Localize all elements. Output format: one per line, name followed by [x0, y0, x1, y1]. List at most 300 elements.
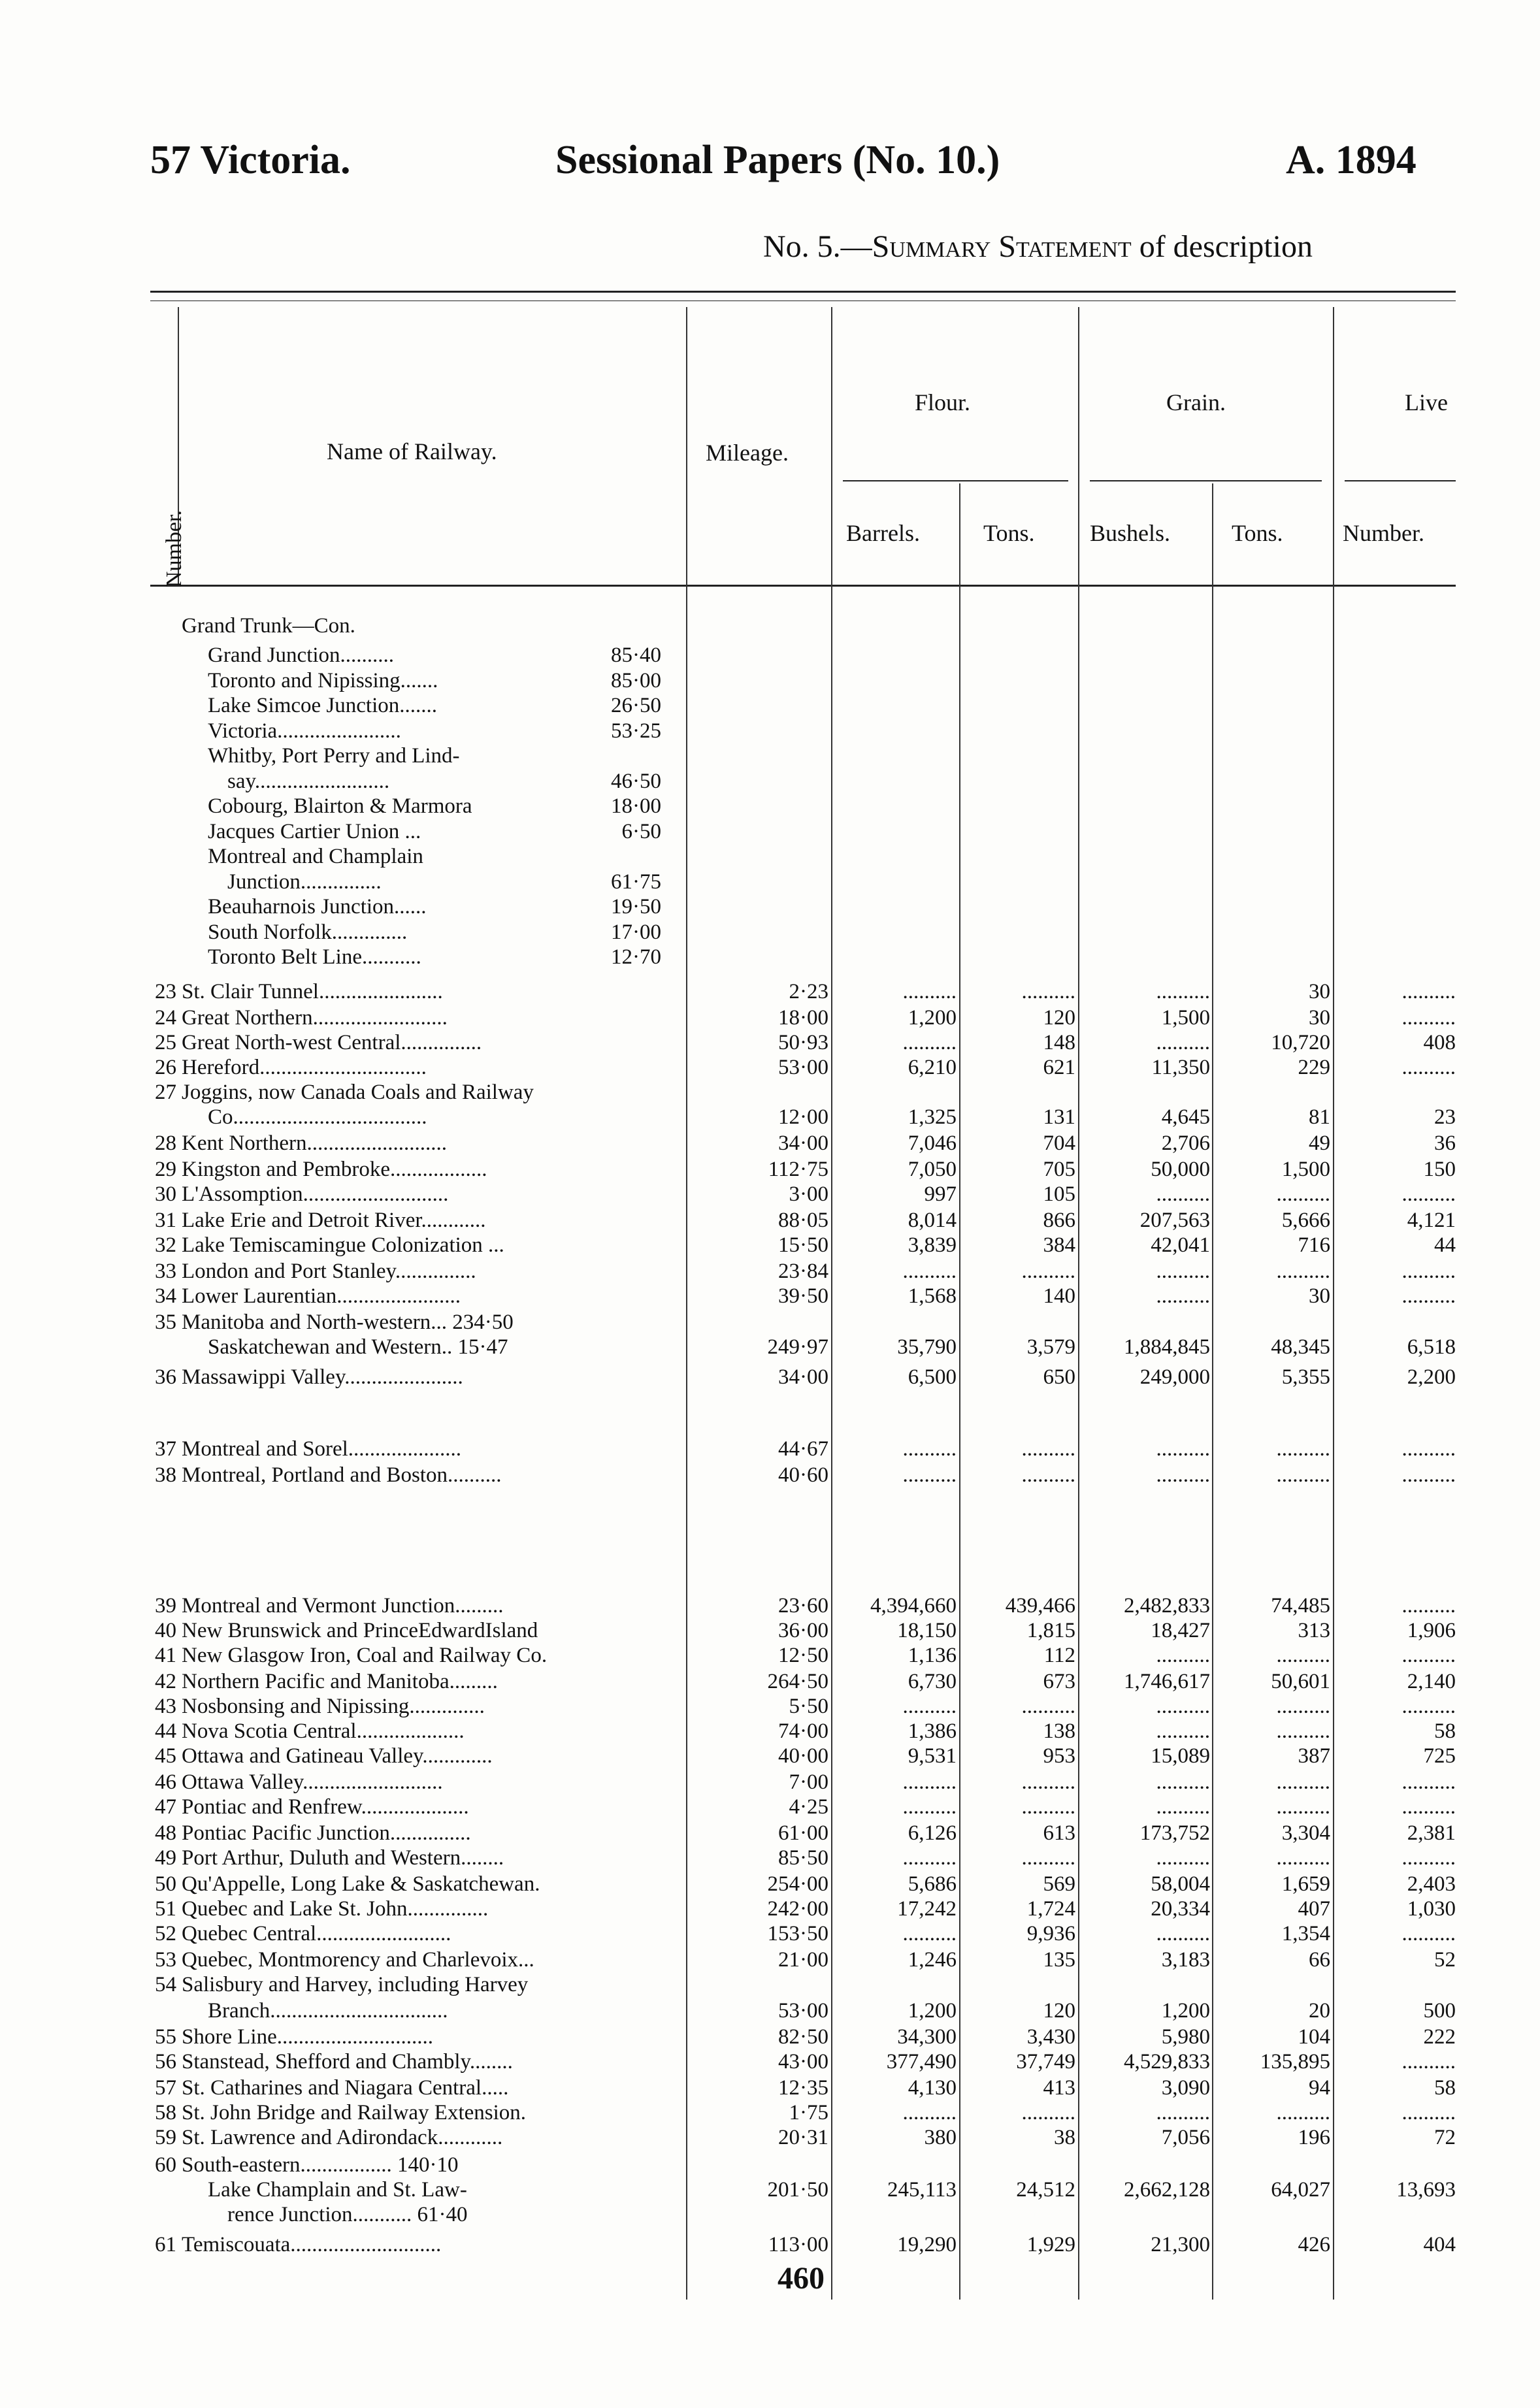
row-railway-name: St. Clair Tunnel....................... — [182, 980, 443, 1003]
grand-trunk-line-mileage: 85·00 — [611, 669, 661, 692]
row-railway-name: New Brunswick and PrinceEdwardIsland — [182, 1619, 538, 1642]
row-grain-tons: 64,027 — [1271, 2178, 1330, 2202]
grand-trunk-line-name: Jacques Cartier Union ... — [208, 820, 421, 843]
row-flour-tons: 37,749 — [1016, 2050, 1075, 2074]
row-live-number: .......... — [1401, 980, 1456, 1003]
grand-trunk-line-mileage: 26·50 — [611, 694, 661, 717]
row-grain-bushels: 5,980 — [1161, 2025, 1210, 2049]
row-railway-name: Stanstead, Shefford and Chambly........ — [182, 2050, 513, 2074]
header-left: 57 Victoria. — [150, 138, 351, 182]
row-mileage: 53·00 — [778, 1056, 828, 1079]
row-mileage: 44·67 — [778, 1437, 828, 1461]
row-flour-tons: 1,929 — [1026, 2233, 1075, 2256]
row-flour-barrels: 377,490 — [886, 2050, 957, 2074]
row-flour-barrels: 1,325 — [908, 1105, 957, 1129]
row-live-number: 150 — [1423, 1158, 1456, 1181]
row-grain-tons: 135,895 — [1260, 2050, 1330, 2074]
row-grain-bushels: 173,752 — [1139, 1821, 1210, 1845]
row-flour-tons: 650 — [1043, 1365, 1075, 1389]
row-mileage: 3·00 — [789, 1182, 828, 1206]
row-number: 59 — [155, 2126, 176, 2149]
grand-trunk-line-name: Victoria....................... — [208, 719, 401, 743]
row-live-number: .......... — [1401, 1846, 1456, 1870]
row-number: 23 — [155, 980, 176, 1003]
grand-trunk-line-mileage: 61·75 — [611, 870, 661, 894]
row-number: 46 — [155, 1770, 176, 1794]
row-grain-bushels: 18,427 — [1151, 1619, 1210, 1642]
row-grain-bushels: 1,500 — [1161, 1006, 1210, 1030]
row-flour-barrels: 6,500 — [908, 1365, 957, 1389]
row-railway-name: Pontiac Pacific Junction............... — [182, 1821, 471, 1845]
row-grain-tons: .......... — [1276, 1770, 1330, 1794]
row-grain-bushels: 4,529,833 — [1124, 2050, 1210, 2074]
row-live-number: .......... — [1401, 1284, 1456, 1308]
grand-trunk-line-name: South Norfolk.............. — [208, 920, 408, 944]
row-number: 61 — [155, 2233, 176, 2256]
row-mileage: 23·60 — [778, 1594, 828, 1618]
row-live-number: .......... — [1401, 1644, 1456, 1667]
row-railway-name: Manitoba and North-western... 234·50 — [182, 1310, 514, 1334]
row-flour-tons: 140 — [1043, 1284, 1075, 1308]
row-flour-barrels: 3,839 — [908, 1233, 957, 1257]
row-flour-tons: 953 — [1043, 1744, 1075, 1768]
row-grain-tons: 66 — [1309, 1948, 1330, 1972]
row-number: 60 — [155, 2153, 176, 2177]
row-flour-tons: 569 — [1043, 1872, 1075, 1896]
row-flour-barrels: .......... — [902, 1795, 957, 1819]
row-live-number: 2,381 — [1407, 1821, 1456, 1845]
row-live-number: 404 — [1423, 2233, 1456, 2256]
row-live-number: .......... — [1401, 1437, 1456, 1461]
row-flour-tons: .......... — [1021, 1795, 1075, 1819]
row-number: 58 — [155, 2101, 176, 2124]
row-grain-tons: .......... — [1276, 2101, 1330, 2124]
row-number: 52 — [155, 1922, 176, 1945]
row-number: 47 — [155, 1795, 176, 1819]
row-live-number: 222 — [1423, 2025, 1456, 2049]
row-flour-tons: 705 — [1043, 1158, 1075, 1181]
row-mileage: 12·00 — [778, 1105, 828, 1129]
row-grain-bushels: .......... — [1156, 1182, 1210, 1206]
row-flour-tons: .......... — [1021, 1846, 1075, 1870]
row-railway-name: Lake Champlain and St. Law- — [208, 2178, 467, 2202]
row-mileage: 112·75 — [768, 1158, 828, 1181]
row-grain-bushels: .......... — [1156, 1770, 1210, 1794]
live-subrule — [1345, 480, 1456, 481]
row-live-number: .......... — [1401, 1056, 1456, 1079]
row-mileage: 61·00 — [778, 1821, 828, 1845]
row-number: 38 — [155, 1463, 176, 1487]
row-number: 49 — [155, 1846, 176, 1870]
row-railway-name: St. Lawrence and Adirondack............ — [182, 2126, 503, 2149]
row-flour-barrels: 4,130 — [908, 2076, 957, 2100]
row-mileage: 23·84 — [778, 1260, 828, 1283]
row-flour-tons: .......... — [1021, 980, 1075, 1003]
row-railway-name: Ottawa and Gatineau Valley............. — [182, 1744, 493, 1768]
grand-trunk-line-mileage: 19·50 — [611, 895, 661, 919]
row-number: 29 — [155, 1158, 176, 1181]
row-flour-barrels: 1,246 — [908, 1948, 957, 1972]
row-number: 24 — [155, 1006, 176, 1030]
row-live-number: .......... — [1401, 1463, 1456, 1487]
row-grain-bushels: 58,004 — [1151, 1872, 1210, 1896]
row-live-number: 58 — [1434, 1719, 1456, 1743]
row-grain-bushels: .......... — [1156, 1846, 1210, 1870]
row-railway-name: Lower Laurentian....................... — [182, 1284, 461, 1308]
row-mileage: 2·23 — [789, 980, 828, 1003]
grand-trunk-line-mileage: 6·50 — [621, 820, 661, 843]
row-grain-tons: 716 — [1298, 1233, 1330, 1257]
row-mileage: 264·50 — [767, 1670, 828, 1693]
row-grain-bushels: 207,563 — [1139, 1209, 1210, 1232]
row-grain-bushels: 249,000 — [1139, 1365, 1210, 1389]
row-number: 31 — [155, 1209, 176, 1232]
row-grain-tons: 10,720 — [1271, 1031, 1330, 1054]
row-grain-bushels: 2,662,128 — [1124, 2178, 1210, 2202]
row-flour-tons: 866 — [1043, 1209, 1075, 1232]
row-mileage: 18·00 — [778, 1006, 828, 1030]
row-flour-barrels: .......... — [902, 1031, 957, 1054]
row-grain-tons: .......... — [1276, 1719, 1330, 1743]
row-flour-barrels: 35,790 — [897, 1335, 957, 1359]
row-railway-name: South-eastern................. 140·10 — [182, 2153, 459, 2177]
column-header-name: Name of Railway. — [327, 438, 497, 464]
row-live-number: .......... — [1401, 1770, 1456, 1794]
row-flour-barrels: .......... — [902, 1922, 957, 1945]
row-grain-tons: .......... — [1276, 1260, 1330, 1283]
grand-trunk-line-name: Junction............... — [227, 870, 382, 894]
row-number: 51 — [155, 1897, 176, 1921]
col-rule-flour — [1078, 307, 1079, 2300]
row-grain-bushels: 20,334 — [1151, 1897, 1210, 1921]
row-flour-tons: 1,815 — [1026, 1619, 1075, 1642]
row-grain-bushels: 21,300 — [1151, 2233, 1210, 2256]
row-grain-tons: 5,355 — [1281, 1365, 1330, 1389]
row-grain-tons: 3,304 — [1281, 1821, 1330, 1845]
table-top-rule — [150, 291, 1456, 293]
row-grain-bushels: .......... — [1156, 1031, 1210, 1054]
row-flour-barrels: .......... — [902, 1695, 957, 1718]
row-railway-name: Nova Scotia Central.................... — [182, 1719, 465, 1743]
row-flour-barrels: .......... — [902, 980, 957, 1003]
row-grain-tons: 104 — [1298, 2025, 1330, 2049]
row-mileage: 5·50 — [789, 1695, 828, 1718]
row-grain-bushels: .......... — [1156, 2101, 1210, 2124]
row-flour-tons: 38 — [1054, 2126, 1075, 2149]
row-number: 55 — [155, 2025, 176, 2049]
row-flour-tons: 105 — [1043, 1182, 1075, 1206]
row-number: 36 — [155, 1365, 176, 1389]
row-grain-bushels: 15,089 — [1151, 1744, 1210, 1768]
row-live-number: 52 — [1434, 1948, 1456, 1972]
row-grain-bushels: .......... — [1156, 1437, 1210, 1461]
row-flour-barrels: 8,014 — [908, 1209, 957, 1232]
row-mileage: 39·50 — [778, 1284, 828, 1308]
table-subtitle — [763, 229, 1313, 265]
row-mileage: 88·05 — [778, 1209, 828, 1232]
row-live-number: 36 — [1434, 1131, 1456, 1155]
row-flour-barrels: 19,290 — [897, 2233, 957, 2256]
row-live-number: .......... — [1401, 1795, 1456, 1819]
header-bottom-rule — [150, 585, 1456, 587]
row-grain-bushels: 11,350 — [1151, 1056, 1210, 1079]
row-railway-name: Montreal, Portland and Boston.......... — [182, 1463, 502, 1487]
row-grain-bushels: .......... — [1156, 980, 1210, 1003]
row-number: 26 — [155, 1056, 176, 1079]
row-number: 28 — [155, 1131, 176, 1155]
row-railway-name: Co.................................... — [208, 1105, 427, 1129]
row-flour-tons: 120 — [1043, 1999, 1075, 2023]
row-live-number: 2,200 — [1407, 1365, 1456, 1389]
row-railway-name: Quebec and Lake St. John............... — [182, 1897, 489, 1921]
row-grain-tons: 407 — [1298, 1897, 1330, 1921]
row-railway-name: Salisbury and Harvey, including Harvey — [182, 1973, 529, 1996]
row-grain-tons: 49 — [1309, 1131, 1330, 1155]
row-flour-tons: 613 — [1043, 1821, 1075, 1845]
row-railway-name: St. John Bridge and Railway Extension. — [182, 2101, 527, 2124]
row-live-number: 4,121 — [1407, 1209, 1456, 1232]
row-grain-tons: .......... — [1276, 1846, 1330, 1870]
row-mileage: 36·00 — [778, 1619, 828, 1642]
grand-trunk-line-name: Lake Simcoe Junction....... — [208, 694, 438, 717]
row-flour-barrels: .......... — [902, 2101, 957, 2124]
row-mileage: 15·50 — [778, 1233, 828, 1257]
row-grain-bushels: 3,183 — [1161, 1948, 1210, 1972]
row-grain-tons: 196 — [1298, 2126, 1330, 2149]
row-grain-bushels: .......... — [1156, 1260, 1210, 1283]
row-grain-tons: 1,354 — [1281, 1922, 1330, 1945]
flour-subrule — [843, 480, 1068, 481]
row-mileage: 4·25 — [789, 1795, 828, 1819]
column-header-flour: Flour. — [915, 389, 971, 415]
row-flour-barrels: 1,136 — [908, 1644, 957, 1667]
row-mileage: 21·00 — [778, 1948, 828, 1972]
row-mileage: 82·50 — [778, 2025, 828, 2049]
row-grain-tons: 1,659 — [1281, 1872, 1330, 1896]
row-railway-name: Ottawa Valley.......................... — [182, 1770, 443, 1794]
row-grain-bushels: .......... — [1156, 1463, 1210, 1487]
row-grain-bushels: 2,482,833 — [1124, 1594, 1210, 1618]
subtitle-prefix: No. 5.— — [763, 229, 872, 264]
grand-trunk-line-name: Cobourg, Blairton & Marmora — [208, 794, 472, 818]
row-flour-tons: 112 — [1043, 1644, 1075, 1667]
grand-trunk-line-name: Toronto Belt Line........... — [208, 945, 421, 969]
header-right: A. 1894 — [1286, 138, 1417, 182]
grand-trunk-line-name: say......................... — [227, 770, 390, 793]
row-flour-barrels: 7,050 — [908, 1158, 957, 1181]
row-mileage: 1·75 — [789, 2101, 828, 2124]
row-grain-tons: .......... — [1276, 1795, 1330, 1819]
row-number: 44 — [155, 1719, 176, 1743]
row-mileage: 40·00 — [778, 1744, 828, 1768]
row-railway-name: Kent Northern.......................... — [182, 1131, 448, 1155]
row-number: 27 — [155, 1081, 176, 1104]
row-railway-name: Qu'Appelle, Long Lake & Saskatchewan. — [182, 1872, 540, 1896]
row-railway-name: Northern Pacific and Manitoba......... — [182, 1670, 498, 1693]
row-grain-bushels: .......... — [1156, 1719, 1210, 1743]
row-railway-name: Nosbonsing and Nipissing.............. — [182, 1695, 485, 1718]
row-number: 37 — [155, 1437, 176, 1461]
row-flour-tons: 148 — [1043, 1031, 1075, 1054]
row-live-number: 44 — [1434, 1233, 1456, 1257]
col-rule-barrels — [959, 483, 960, 2300]
row-flour-barrels: 9,531 — [908, 1744, 957, 1768]
row-flour-barrels: 6,210 — [908, 1056, 957, 1079]
header-center: Sessional Papers (No. 10.) — [555, 138, 1000, 182]
row-grain-tons: .......... — [1276, 1463, 1330, 1487]
row-flour-tons: 413 — [1043, 2076, 1075, 2100]
row-flour-barrels: 380 — [924, 2126, 957, 2149]
row-grain-tons: 30 — [1309, 1006, 1330, 1030]
row-flour-tons: .......... — [1021, 1770, 1075, 1794]
column-header-live-number: Number. — [1343, 520, 1424, 546]
row-flour-barrels: 6,126 — [908, 1821, 957, 1845]
row-grain-tons: 426 — [1298, 2233, 1330, 2256]
row-railway-name: L'Assomption........................... — [182, 1182, 449, 1206]
row-flour-tons: 704 — [1043, 1131, 1075, 1155]
row-flour-tons: 1,724 — [1026, 1897, 1075, 1921]
row-grain-bushels: .......... — [1156, 1795, 1210, 1819]
row-grain-tons: 20 — [1309, 1999, 1330, 2023]
row-number: 50 — [155, 1872, 176, 1896]
row-railway-name: Pontiac and Renfrew.................... — [182, 1795, 469, 1819]
row-grain-bushels: 1,746,617 — [1124, 1670, 1210, 1693]
row-number: 43 — [155, 1695, 176, 1718]
row-flour-barrels: 6,730 — [908, 1670, 957, 1693]
row-live-number: .......... — [1401, 1006, 1456, 1030]
row-mileage: 50·93 — [778, 1031, 828, 1054]
row-flour-barrels: 1,568 — [908, 1284, 957, 1308]
row-flour-tons: .......... — [1021, 1260, 1075, 1283]
row-live-number: 408 — [1423, 1031, 1456, 1054]
row-number: 39 — [155, 1594, 176, 1618]
row-railway-name: Great North-west Central............... — [182, 1031, 482, 1054]
row-live-number: 72 — [1434, 2126, 1456, 2149]
row-live-number: 1,030 — [1407, 1897, 1456, 1921]
row-flour-tons: 384 — [1043, 1233, 1075, 1257]
row-live-number: .......... — [1401, 1695, 1456, 1718]
row-railway-name: Montreal and Vermont Junction......... — [182, 1594, 504, 1618]
row-mileage: 12·35 — [778, 2076, 828, 2100]
row-live-number: .......... — [1401, 1594, 1456, 1618]
row-number: 33 — [155, 1260, 176, 1283]
row-railway-name: Branch................................. — [208, 1999, 448, 2023]
row-railway-name: Shore Line............................. — [182, 2025, 433, 2049]
column-header-grain: Grain. — [1166, 389, 1226, 415]
row-grain-bushels: 50,000 — [1151, 1158, 1210, 1181]
row-live-number: 500 — [1423, 1999, 1456, 2023]
row-flour-barrels: .......... — [902, 1260, 957, 1283]
grand-trunk-line-name: Montreal and Champlain — [208, 845, 423, 868]
row-number: 32 — [155, 1233, 176, 1257]
row-mileage: 34·00 — [778, 1365, 828, 1389]
row-railway-name: Hereford............................... — [182, 1056, 427, 1079]
row-flour-barrels: .......... — [902, 1846, 957, 1870]
row-flour-tons: .......... — [1021, 1437, 1075, 1461]
subtitle-suffix: of description — [1131, 229, 1313, 264]
row-railway-name: Lake Temiscamingue Colonization ... — [182, 1233, 504, 1257]
row-mileage: 254·00 — [767, 1872, 828, 1896]
row-railway-name: Joggins, now Canada Coals and Railway — [182, 1081, 534, 1104]
row-number: 57 — [155, 2076, 176, 2100]
row-grain-tons: 48,345 — [1271, 1335, 1330, 1359]
row-flour-barrels: 18,150 — [897, 1619, 957, 1642]
grand-trunk-line-mileage: 46·50 — [611, 770, 661, 793]
row-mileage: 249·97 — [767, 1335, 828, 1359]
row-number: 34 — [155, 1284, 176, 1308]
row-railway-name: Port Arthur, Duluth and Western........ — [182, 1846, 504, 1870]
row-mileage: 85·50 — [778, 1846, 828, 1870]
row-number: 42 — [155, 1670, 176, 1693]
row-flour-barrels: 5,686 — [908, 1872, 957, 1896]
row-flour-barrels: 7,046 — [908, 1131, 957, 1155]
row-grain-bushels: .......... — [1156, 1695, 1210, 1718]
row-railway-name: rence Junction........... 61·40 — [227, 2203, 468, 2226]
row-grain-bushels: 3,090 — [1161, 2076, 1210, 2100]
row-mileage: 43·00 — [778, 2050, 828, 2074]
row-number: 48 — [155, 1821, 176, 1845]
row-grain-tons: 94 — [1309, 2076, 1330, 2100]
row-mileage: 113·00 — [768, 2233, 828, 2256]
row-mileage: 34·00 — [778, 1131, 828, 1155]
row-grain-tons: 229 — [1298, 1056, 1330, 1079]
page-number: 460 — [778, 2261, 825, 2296]
row-railway-name: Great Northern......................... — [182, 1006, 448, 1030]
row-railway-name: Temiscouata............................ — [182, 2233, 442, 2256]
row-railway-name: New Glasgow Iron, Coal and Railway Co. — [182, 1644, 548, 1667]
row-flour-tons: .......... — [1021, 2101, 1075, 2124]
row-mileage: 7·00 — [789, 1770, 828, 1794]
grand-trunk-line-name: Grand Junction.......... — [208, 643, 395, 667]
row-flour-tons: 439,466 — [1005, 1594, 1075, 1618]
row-grain-tons: 1,500 — [1281, 1158, 1330, 1181]
row-flour-barrels: 17,242 — [897, 1897, 957, 1921]
row-flour-tons: .......... — [1021, 1463, 1075, 1487]
row-flour-barrels: 1,200 — [908, 1006, 957, 1030]
column-header-live: Live — [1405, 389, 1448, 415]
column-header-flour-tons: Tons. — [983, 520, 1035, 546]
row-grain-tons: 30 — [1309, 1284, 1330, 1308]
row-number: 56 — [155, 2050, 176, 2074]
row-flour-tons: 120 — [1043, 1006, 1075, 1030]
row-number: 53 — [155, 1948, 176, 1972]
grain-subrule — [1090, 480, 1322, 481]
row-flour-tons: .......... — [1021, 1695, 1075, 1718]
col-rule-grain — [1333, 307, 1334, 2300]
row-railway-name: Saskatchewan and Western.. 15·47 — [208, 1335, 508, 1359]
row-grain-tons: .......... — [1276, 1644, 1330, 1667]
row-live-number: 58 — [1434, 2076, 1456, 2100]
row-grain-tons: 74,485 — [1271, 1594, 1330, 1618]
row-number: 45 — [155, 1744, 176, 1768]
grand-trunk-line-name: Beauharnois Junction...... — [208, 895, 427, 919]
grand-trunk-line-name: Whitby, Port Perry and Lind- — [208, 744, 460, 768]
row-flour-barrels: 1,386 — [908, 1719, 957, 1743]
row-grain-bushels: .......... — [1156, 1644, 1210, 1667]
row-number: 35 — [155, 1310, 176, 1334]
row-flour-barrels: .......... — [902, 1770, 957, 1794]
row-grain-bushels: 1,200 — [1161, 1999, 1210, 2023]
col-rule-mileage — [831, 307, 832, 2300]
row-number: 54 — [155, 1973, 176, 1996]
row-grain-bushels: 42,041 — [1151, 1233, 1210, 1257]
row-live-number: .......... — [1401, 1182, 1456, 1206]
row-mileage: 153·50 — [767, 1922, 828, 1945]
row-mileage: 74·00 — [778, 1719, 828, 1743]
row-railway-name: Quebec Central......................... — [182, 1922, 451, 1945]
row-flour-tons: 3,579 — [1026, 1335, 1075, 1359]
column-header-number: Number. — [162, 510, 186, 588]
